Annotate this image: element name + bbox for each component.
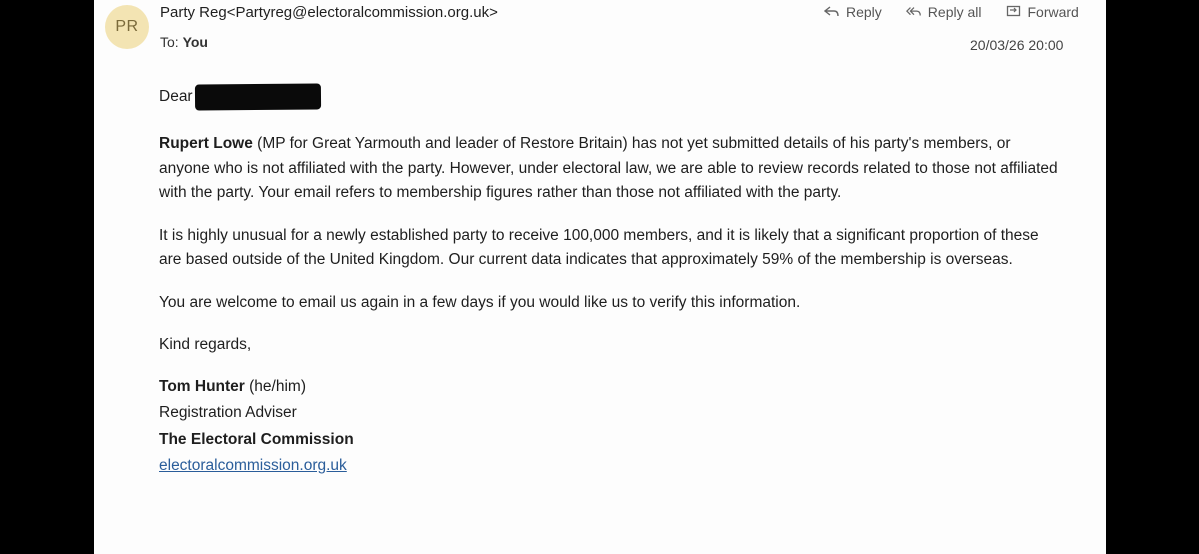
signature-name: Tom Hunter [159, 377, 245, 395]
p1-text: (MP for Great Yarmouth and leader of Restore Britain) has not yet submitted details of his party's members, or anyone who is not affiliated with the party. However, under electoral law, we are able to review records related to those not affiliated with the party. Your email refers to membership figures rather than those not affiliated with the party. [159, 135, 1058, 201]
greeting-line [159, 84, 1059, 110]
email-body [159, 84, 1059, 480]
forward-button[interactable] [1006, 4, 1079, 20]
to-label: To: [160, 34, 179, 50]
paragraph-1 [159, 132, 1059, 206]
sender-email: <Partyreg@electoralcommission.org.uk> [226, 4, 498, 21]
sender-line [160, 4, 498, 21]
p1-bold-name: Rupert Lowe [159, 135, 253, 152]
reply-label: Reply [846, 4, 882, 20]
closing: Kind regards, [159, 336, 252, 353]
greeting: Dear [159, 87, 193, 105]
reply-icon [824, 5, 840, 19]
signature-organisation: The Electoral Commission [159, 430, 354, 448]
reply-button[interactable] [824, 4, 882, 20]
forward-label: Forward [1027, 4, 1079, 20]
forward-icon [1006, 5, 1022, 19]
redaction-block [194, 83, 320, 110]
sender-avatar: PR [105, 5, 149, 49]
reply-all-label: Reply all [927, 4, 982, 20]
paragraph-2: It is highly unusual for a newly established party to receive 100,000 members, and it is likely that a significant proportion of these are based outside of the United Kingdom. Our current data indicates that approximately 59% of the membership is overseas. [159, 226, 1039, 268]
email-date: 20/03/26 20:00 [970, 37, 1064, 53]
sender-name: Party Reg [160, 4, 227, 21]
email-actions [824, 4, 1079, 20]
signature [159, 374, 1059, 480]
signature-website-link[interactable]: electoralcommission.org.uk [159, 457, 347, 474]
paragraph-3: You are welcome to email us again in a few days if you would like us to verify this information. [159, 293, 801, 311]
to-value: You [182, 34, 208, 50]
signature-pronouns: (he/him) [244, 377, 306, 395]
signature-name-line [159, 374, 1059, 401]
signature-title: Registration Adviser [159, 404, 297, 421]
reply-all-button[interactable] [906, 4, 982, 20]
reply-all-icon [906, 5, 922, 19]
recipient-line [160, 34, 208, 50]
